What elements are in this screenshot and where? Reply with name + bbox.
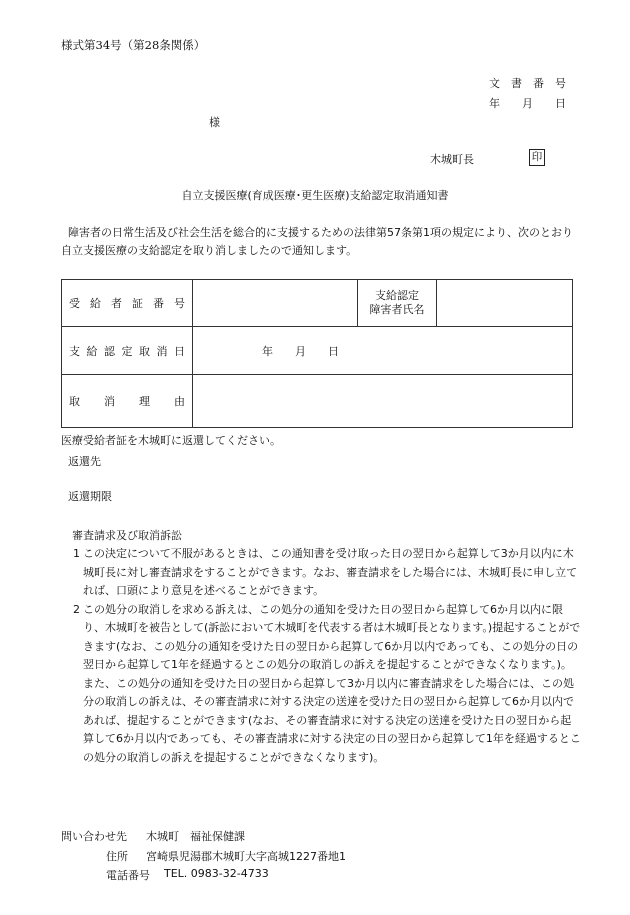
reason-value bbox=[193, 375, 573, 428]
appeal-heading: 審査請求及び取消訴訟 bbox=[72, 529, 182, 542]
seal-box bbox=[529, 149, 545, 166]
date-label: 年 月 日 bbox=[489, 97, 566, 110]
appeal-item-number: 2 bbox=[73, 602, 80, 616]
certified-person-value bbox=[437, 280, 573, 327]
seal-text: 印 bbox=[531, 151, 543, 163]
contact-label: 問い合わせ先 bbox=[61, 830, 127, 843]
reason-label: 取 消 理 由 bbox=[62, 375, 193, 428]
revocation-date-label: 支給認定取消日 bbox=[62, 327, 193, 375]
revocation-date-value: 年 月 日 bbox=[193, 327, 573, 375]
return-to-label: 返還先 bbox=[68, 455, 101, 468]
appeal-item-text: この処分の取消しを求める訴えは、この処分の通知を受けた日の翌日から起算して6か月以内に限り、木城町を被告として(訴訟において木城町を代表する者は木城町長となります。)提起することができます(なお、この処分の通知を受けた日の翌日から起算して6か月以内であっても、この処分の日の翌日から起算して1年を経過するとこの処分の取消しの訴えを提起することができなくなります。)。また、この処分の通知を受けた日の翌日から起算して3か月以内に審査請求をした場合には、この処分の取消しの訴えは、その審査請求に対する決定の送達を受けた日の翌日から起算して6か月以内であれば、提起することができます(なお、その審査請求に対する決定の送達を受けた日の翌日から起算して6か月以内であっても、その審査請求に対する決定の日の翌日から起算して1年を経過するとこの処分の取消しの訴えを提起することができなくなります)。 bbox=[83, 602, 581, 764]
appeal-item-2 bbox=[61, 601, 581, 768]
appeal-list bbox=[61, 545, 581, 767]
recipient-number-value bbox=[193, 280, 358, 327]
appeal-item-text: この決定について不服があるときは、この通知書を受け取った日の翌日から起算して3か月以内に木城町長に対し審査請求をすることができます。なお、審査請求をした場合には、木城町長に申し立てれば、口頭により意見を述べることができます。 bbox=[83, 547, 578, 597]
sender-name: 木城町長 bbox=[430, 153, 474, 166]
form-number: 様式第34号（第28条関係） bbox=[61, 38, 206, 52]
phone-label: 電話番号 bbox=[106, 869, 150, 882]
return-notice: 医療受給者証を木城町に返還してください。 bbox=[61, 434, 281, 447]
appeal-item-1 bbox=[61, 545, 581, 601]
appeal-item-number: 1 bbox=[73, 547, 80, 560]
addressee-suffix: 様 bbox=[209, 116, 220, 129]
document-number-label: 文 書 番 号 bbox=[489, 77, 566, 90]
recipient-number-label: 受給者証番号 bbox=[62, 280, 193, 327]
return-deadline-label: 返還期限 bbox=[68, 490, 112, 503]
intro-paragraph: 障害者の日常生活及び社会生活を総合的に支援するための法律第57条第1項の規定により、次のとおり自立支援医療の支給認定を取り消しましたので通知します。 bbox=[61, 226, 573, 257]
certified-person-label: 支給認定 障害者氏名 bbox=[358, 280, 437, 327]
phone-value: TEL. 0983-32-4733 bbox=[164, 867, 269, 880]
address-label: 住所 bbox=[106, 850, 128, 863]
address-value: 宮崎県児湯郡木城町大字高城1227番地1 bbox=[146, 850, 346, 863]
contact-office: 木城町 福祉保健課 bbox=[146, 830, 245, 843]
certification-table bbox=[61, 279, 573, 428]
document-title: 自立支援医療(育成医療･更生医療)支給認定取消通知書 bbox=[181, 189, 449, 202]
